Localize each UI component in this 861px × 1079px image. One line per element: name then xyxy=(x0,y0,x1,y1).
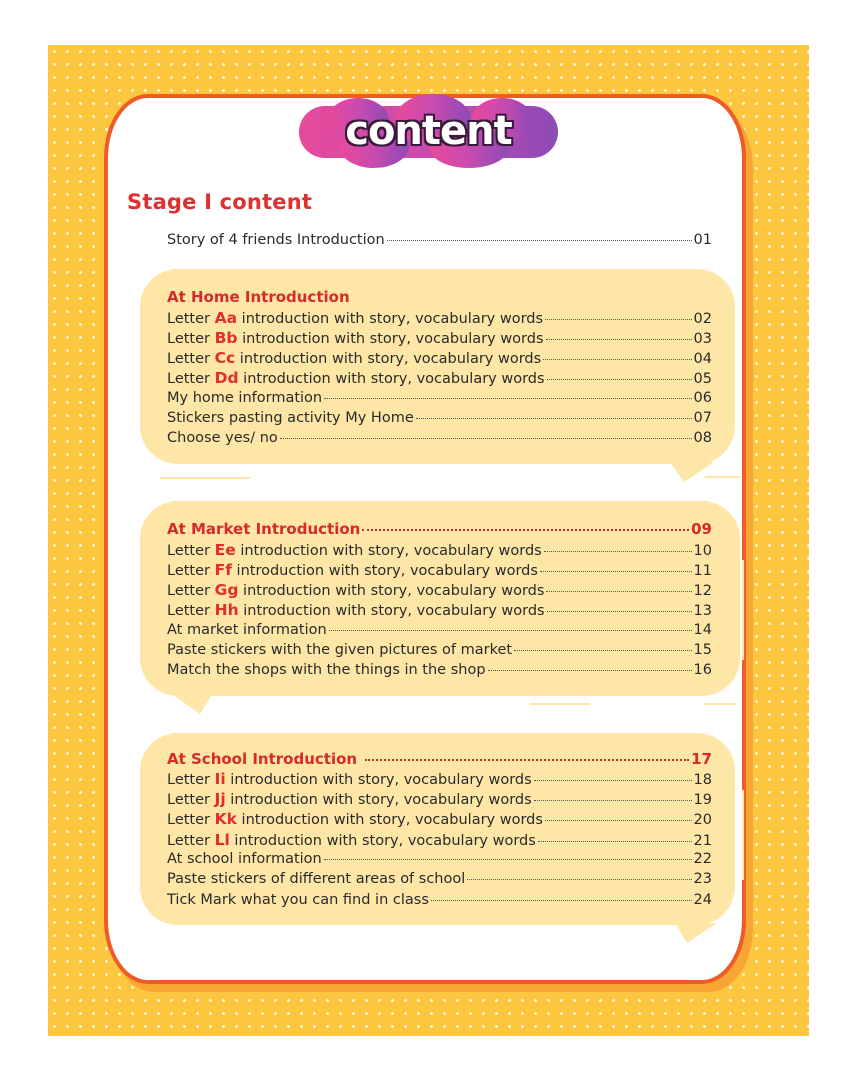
banner-title: content xyxy=(345,108,512,154)
toc-entry-text: Letter Ii introduction with story, vocabulary words xyxy=(167,770,532,788)
bubble-decoration xyxy=(742,560,744,660)
letter-highlight: Kk xyxy=(214,810,237,828)
letter-highlight: Ii xyxy=(214,770,226,788)
section-heading-market[interactable] xyxy=(167,520,712,540)
dot-leader xyxy=(488,670,692,671)
toc-entry[interactable] xyxy=(167,892,712,912)
dot-leader xyxy=(547,611,692,612)
toc-page-number: 10 xyxy=(693,543,712,559)
toc-page-number: 08 xyxy=(693,430,712,446)
toc-entry[interactable] xyxy=(167,851,712,871)
toc-entry-text: Letter Hh introduction with story, vocabulary words xyxy=(167,601,545,619)
dot-leader xyxy=(546,591,691,592)
letter-highlight: Ee xyxy=(214,541,236,559)
toc-page-number: 12 xyxy=(693,583,712,599)
toc-page-number: 02 xyxy=(693,311,712,327)
bubble-tail xyxy=(675,923,717,943)
toc-page-number: 18 xyxy=(693,772,712,788)
letter-highlight: Cc xyxy=(214,349,236,367)
toc-entry-text: Tick Mark what you can find in class xyxy=(167,892,429,908)
toc-entry[interactable] xyxy=(167,430,712,450)
toc-entry-text: Letter Aa introduction with story, vocabulary words xyxy=(167,309,544,327)
toc-entry-text: Match the shops with the things in the shop xyxy=(167,662,486,678)
dot-leader xyxy=(514,650,691,651)
dot-leader xyxy=(362,529,689,531)
toc-page-number: 20 xyxy=(693,812,712,828)
toc-entry-text: Letter Gg introduction with story, vocabulary words xyxy=(167,581,545,599)
dot-leader xyxy=(543,359,691,360)
section-heading-school[interactable] xyxy=(167,750,712,770)
dot-leader xyxy=(534,780,692,781)
dot-leader xyxy=(416,418,692,419)
toc-entry-text: Letter Jj introduction with story, vocabulary words xyxy=(167,790,532,808)
dot-leader xyxy=(538,841,692,842)
toc-entry[interactable] xyxy=(167,871,712,891)
toc-page-number: 23 xyxy=(693,871,712,887)
dot-leader xyxy=(324,859,692,860)
bubble-decoration xyxy=(160,477,250,479)
toc-entry[interactable] xyxy=(167,642,712,662)
toc-page-number: 13 xyxy=(693,603,712,619)
toc-page-number: 09 xyxy=(691,520,712,538)
toc-entry[interactable] xyxy=(167,541,712,561)
toc-entry-text: Letter Cc introduction with story, vocabulary words xyxy=(167,349,542,367)
toc-page-number: 15 xyxy=(693,642,712,658)
dot-leader xyxy=(545,820,692,821)
toc-entry[interactable] xyxy=(167,309,712,329)
toc-page-number: 14 xyxy=(693,622,712,638)
toc-entry[interactable] xyxy=(167,810,712,830)
toc-entry[interactable] xyxy=(167,410,712,430)
bubble-decoration xyxy=(742,790,744,880)
dot-leader xyxy=(431,900,692,901)
letter-highlight: Bb xyxy=(214,329,238,347)
dot-leader xyxy=(467,879,691,880)
toc-page-number: 16 xyxy=(693,662,712,678)
letter-highlight: Aa xyxy=(214,309,238,327)
section-heading-text: At Home Introduction xyxy=(167,288,350,306)
toc-entry-text: At school information xyxy=(167,851,322,867)
dot-leader xyxy=(545,319,691,320)
toc-page-number: 03 xyxy=(693,331,712,347)
section-heading-text: At Market Introduction xyxy=(167,520,361,538)
toc-page-number: 06 xyxy=(693,390,712,406)
toc-entry[interactable] xyxy=(167,369,712,389)
letter-highlight: Ff xyxy=(214,561,232,579)
toc-entry-text: Letter Ff introduction with story, vocabulary words xyxy=(167,561,538,579)
dot-leader xyxy=(324,398,691,399)
letter-highlight: Hh xyxy=(214,601,239,619)
toc-entry-text: Letter Ee introduction with story, vocabulary words xyxy=(167,541,542,559)
toc-entry[interactable] xyxy=(167,581,712,601)
bubble-decoration xyxy=(705,476,740,478)
toc-entry-text: Letter Ll introduction with story, vocabulary words xyxy=(167,831,536,849)
dot-leader xyxy=(329,630,692,631)
toc-page-number: 11 xyxy=(693,563,712,579)
toc-page-number: 21 xyxy=(693,833,712,849)
toc-page-number: 04 xyxy=(693,351,712,367)
toc-entry[interactable] xyxy=(167,790,712,810)
section-heading-text: At School Introduction xyxy=(167,750,358,768)
toc-page-number: 22 xyxy=(693,851,712,867)
toc-page-number: 07 xyxy=(693,410,712,426)
toc-entry[interactable] xyxy=(167,831,712,851)
toc-page-number: 19 xyxy=(693,792,712,808)
bubble-tail xyxy=(172,694,212,714)
toc-entry[interactable] xyxy=(167,349,712,369)
toc-entry[interactable] xyxy=(167,329,712,349)
dot-leader xyxy=(365,759,689,761)
toc-entry-intro[interactable] xyxy=(167,232,712,252)
toc-entry-text: Choose yes/ no xyxy=(167,430,278,446)
toc-entry-text: Story of 4 friends Introduction xyxy=(167,232,385,248)
toc-entry-text: Letter Bb introduction with story, vocabulary words xyxy=(167,329,544,347)
toc-entry-text: Paste stickers with the given pictures of market xyxy=(167,642,513,658)
toc-entry-text: Letter Dd introduction with story, vocabulary words xyxy=(167,369,545,387)
letter-highlight: Gg xyxy=(214,581,239,599)
toc-entry[interactable] xyxy=(167,662,712,682)
dot-leader xyxy=(540,571,692,572)
toc-entry-text: At market information xyxy=(167,622,327,638)
toc-entry[interactable] xyxy=(167,622,712,642)
toc-page-number: 24 xyxy=(693,892,712,908)
dot-leader xyxy=(547,379,692,380)
letter-highlight: Ll xyxy=(214,831,230,849)
toc-entry[interactable] xyxy=(167,770,712,790)
toc-entry[interactable] xyxy=(167,601,712,621)
bubble-decoration xyxy=(705,703,735,705)
toc-page-number: 05 xyxy=(693,371,712,387)
stage-title: Stage I content xyxy=(127,190,313,214)
bubble-decoration xyxy=(530,703,590,705)
section-heading-home[interactable] xyxy=(167,288,712,308)
bubble-tail xyxy=(670,462,714,482)
toc-entry[interactable] xyxy=(167,390,712,410)
toc-entry-text: Stickers pasting activity My Home xyxy=(167,410,414,426)
toc-entry-text: My home information xyxy=(167,390,323,406)
dot-leader xyxy=(280,438,692,439)
letter-highlight: Jj xyxy=(214,790,226,808)
toc-entry[interactable] xyxy=(167,561,712,581)
toc-page-number: 17 xyxy=(691,750,712,768)
toc-page-number: 01 xyxy=(693,232,712,248)
dot-leader xyxy=(544,551,692,552)
dot-leader xyxy=(387,240,692,241)
toc-entry-text: Letter Kk introduction with story, vocabulary words xyxy=(167,810,543,828)
letter-highlight: Dd xyxy=(214,369,239,387)
toc-entry-text: Paste stickers of different areas of school xyxy=(167,871,466,887)
dot-leader xyxy=(546,339,692,340)
dot-leader xyxy=(534,800,692,801)
